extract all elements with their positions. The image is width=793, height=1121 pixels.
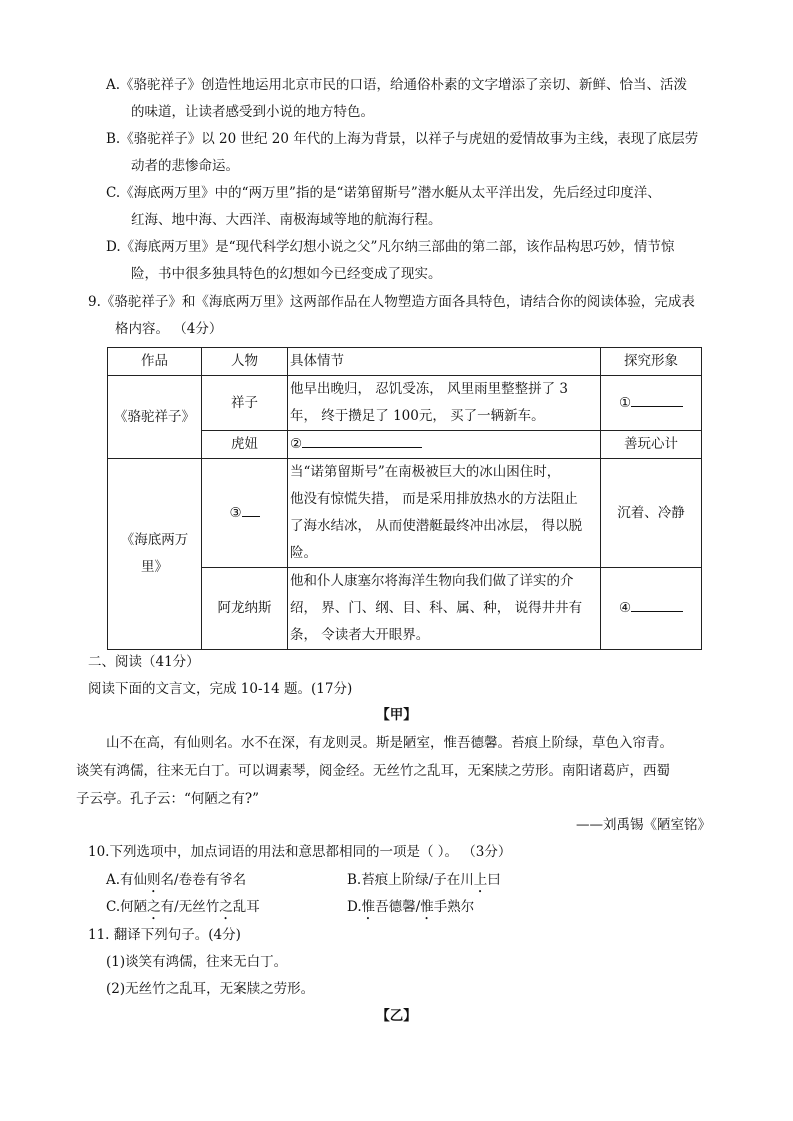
q8-option-c-line1: C.《海底两万里》中的“两万里”指的是“诺第留斯号”潜水艇从太平洋出发，先后经过印度洋、 [106,185,661,201]
work-name-line: 《海底两万 [120,532,189,548]
plot-xiangzi [288,376,601,431]
passage-jia-title: 【甲】 [376,707,417,723]
plot-line: 绍， 界、门、纲、目、科、属、种， 说得井井有 [290,600,583,616]
blank-label: ③ [229,504,242,521]
q8-option-a-line1: A.《骆驼祥子》创造性地运用北京市民的口语，给通俗朴素的文字增添了亲切、新鲜、恰当、活泼 [106,77,688,93]
reading-instruction: 阅读下面的文言文，完成 10-14 题。(17分) [88,681,353,697]
emphasized-word: 则 [147,872,161,888]
header-work: 作品 [108,348,202,376]
plot-line: 当“诺第留斯号”在南极被巨大的冰山困住时， [290,464,561,480]
plot-line: 年， 终于攒足了 100元， 买了一辆新车。 [290,408,545,424]
q10-option-a: A.有仙则名/卷卷有爷名 [106,872,247,888]
table-row [108,376,702,431]
q11-stem: 11. 翻译下列句子。(4分) [88,927,241,943]
table-header-row [108,348,702,376]
plot-line: 他早出晚归， 忍饥受冻， 风里雨里整整拼了 3 [290,381,568,397]
work-twenty-thousand-leagues [108,459,202,650]
person-cell-3 [202,459,288,568]
passage-yi-title: 【乙】 [376,1008,417,1024]
emphasized-word: 惟 [420,899,434,915]
header-image: 探究形象 [601,348,702,376]
image-nemo: 沉着、冷静 [601,459,702,568]
plot-aronnax [288,568,601,650]
person-huniu: 虎妞 [202,431,288,459]
header-plot: 具体情节 [288,348,601,376]
passage-line: 谈笑有鸿儒，往来无白丁。可以调素琴，阅金经。无丝竹之乱耳，无案牍之劳形。南阳诸葛庐，西蜀 [76,763,670,779]
blank-label: ① [618,394,632,411]
section-heading: 二、阅读（41分） [88,654,200,670]
work-camel-xiangzi: 《骆驼祥子》 [108,376,202,459]
q11-sentence-2: (2)无丝竹之乱耳，无案牍之劳形。 [106,981,315,997]
passage-line: 山不在高，有仙则名。水不在深，有龙则灵。斯是陋室，惟吾德馨。苔痕上阶绿，草色入帘青。 [106,735,673,751]
person-xiangzi: 祥子 [202,376,288,431]
q8-option-c-line2: 红海、地中海、大西洋、南极海域等地的航海行程。 [131,212,442,228]
image-cell-4 [601,568,702,650]
plot-line: 条， 令读者大开眼界。 [290,627,430,643]
plot-line: 他没有惊慌失措， 而是采用排放热水的方法阻止 [290,491,578,507]
q10-option-b: B.苔痕上阶绿/子在川上曰 [347,872,501,888]
emphasized-word: 上 [473,872,488,888]
answer-blank-3[interactable] [242,502,260,517]
q11-sentence-1: (1)谈笑有鸿儒，往来无白丁。 [106,954,288,970]
q8-option-d-line2: 险，书中很多独具特色的幻想如今已经变成了现实。 [131,266,442,282]
q8-option-b-line2: 动者的悲惨命运。 [131,158,239,174]
q10-stem: 10.下列选项中，加点词语的用法和意思都相同的一项是（ ）。 （3分） [88,844,512,860]
emphasized-word: 之 [147,899,161,915]
blank-label: ② [290,436,303,452]
header-person: 人物 [202,348,288,376]
answer-blank-1[interactable] [631,392,683,407]
q8-option-d-line1: D.《海底两万里》是“现代科学幻想小说之父”凡尔纳三部曲的第二部，该作品构思巧妙，情节惊 [106,239,675,255]
work-name-line: 里》 [141,559,168,575]
q8-option-a-line2: 的味道，让读者感受到小说的地方特色。 [131,104,374,120]
image-cell-1 [601,376,702,431]
q8-option-b-line1: B.《骆驼祥子》以 20 世纪 20 年代的上海为背景，以祥子与虎妞的爱情故事为主线，表现了底层劳 [106,131,699,147]
person-aronnax: 阿龙纳斯 [202,568,288,650]
plot-line: 了海水结冰， 从而使潜艇最终冲出冰层， 得以脱 [290,518,583,534]
passage-line: 子云亭。孔子云：“何陋之有?” [76,791,260,807]
q9-stem-line2: 格内容。 （4分） [115,321,223,337]
plot-cell-2 [288,431,601,459]
answer-blank-4[interactable] [631,597,683,612]
plot-line: 他和仆人康塞尔将海洋生物向我们做了详实的介 [290,573,574,589]
q9-table [107,347,702,650]
table-row [108,459,702,568]
answer-blank-2[interactable] [302,433,422,448]
q10-option-c: C.何陋之有/无丝竹之乱耳 [106,899,260,915]
q9-stem-line1: 9.《骆驼祥子》和《海底两万里》这两部作品在人物塑造方面各具特色，请结合你的阅读体验，完成表 [88,294,695,310]
q10-option-d: D.惟吾德馨/惟手熟尔 [347,899,475,915]
passage-source: ——刘禹锡《陋室铭》 [576,817,711,833]
emphasized-word: 惟 [361,899,376,915]
emphasized-word: 之 [219,899,233,915]
plot-line: 险。 [290,545,317,561]
blank-label: ④ [618,600,632,616]
plot-nemo [288,459,601,568]
image-huniu: 善玩心计 [601,431,702,459]
